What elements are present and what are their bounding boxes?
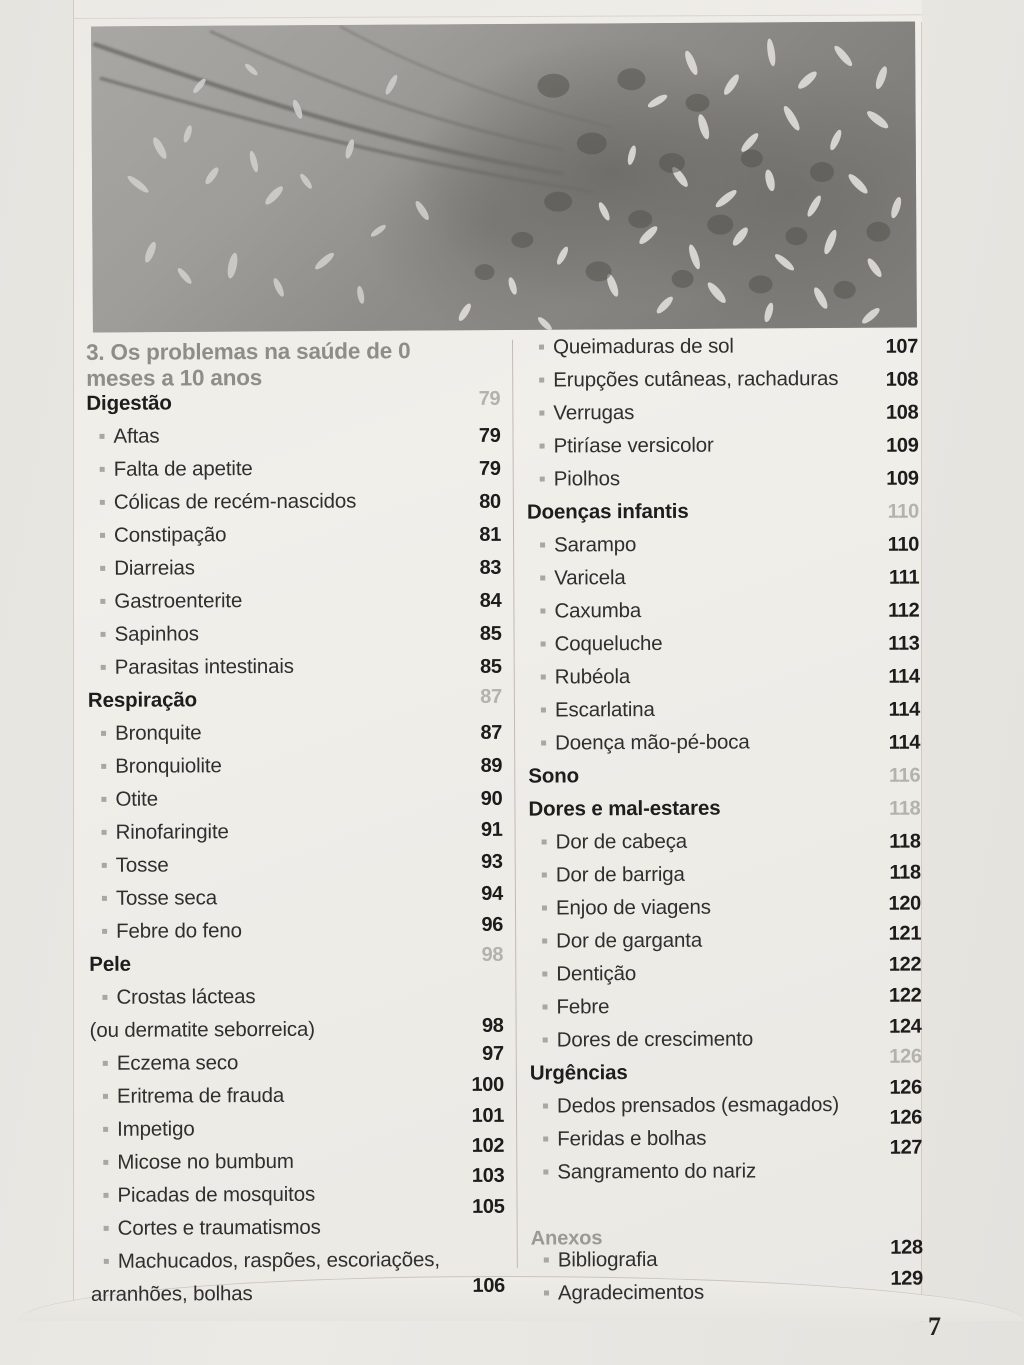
- bullet-icon: [542, 873, 547, 878]
- toc-page-number: 116: [888, 764, 921, 787]
- lavender-photo: [91, 21, 917, 332]
- toc-entry-label: Caxumba: [554, 599, 642, 623]
- anexos-title: Anexos: [530, 1227, 603, 1250]
- toc-entry-label: Feridas e bolhas: [557, 1126, 707, 1151]
- toc-entry-label: Eczema seco: [116, 1050, 239, 1075]
- toc-page-number: 110: [887, 533, 920, 556]
- toc-page-number: 79: [478, 457, 501, 480]
- toc-entry-label: Rinofaringite: [115, 819, 229, 844]
- toc-page-number: 107: [885, 335, 919, 358]
- toc-entry[interactable]: [88, 787, 508, 822]
- toc-section-label: Doenças infantis: [526, 499, 689, 524]
- toc-section-header[interactable]: [527, 501, 927, 536]
- bullet-icon: [101, 664, 106, 669]
- toc-entry-label: Tosse: [115, 853, 169, 877]
- toc-page-number: 100: [471, 1073, 504, 1096]
- toc-page-number: 83: [479, 556, 502, 579]
- toc-entry[interactable]: [528, 732, 928, 767]
- column-divider: [512, 340, 518, 1268]
- toc-entry[interactable]: [527, 468, 927, 503]
- toc-right-column: [526, 336, 931, 1317]
- toc-entry-label: Dores de crescimento: [556, 1027, 754, 1052]
- toc-entry-label: Parasitas intestinais: [114, 654, 294, 679]
- toc-entry-label: Queimaduras de sol: [552, 334, 734, 359]
- toc-entry-label: Febre do feno: [116, 918, 242, 943]
- toc-section-label: Digestão: [86, 391, 172, 415]
- toc-page-number: 120: [888, 892, 922, 915]
- bullet-icon: [100, 598, 105, 603]
- bullet-icon: [102, 862, 107, 867]
- toc-entry-label: Picadas de mosquitos: [117, 1182, 316, 1207]
- toc-page-number: 114: [888, 698, 921, 721]
- toc-section-label: Respiração: [87, 687, 197, 712]
- toc-section-label: Pele: [89, 952, 131, 976]
- bullet-icon: [101, 631, 106, 636]
- toc-entry-label: Varicela: [554, 566, 626, 590]
- bullet-icon: [102, 895, 107, 900]
- toc-page-number: 98: [481, 943, 504, 966]
- toc-page-number: 112: [887, 599, 920, 622]
- toc-entry-label: Sarampo: [554, 533, 637, 557]
- toc-entry-label: Micose no bumbum: [117, 1149, 294, 1174]
- toc-page-number: 118: [889, 861, 921, 884]
- bullet-icon: [540, 444, 545, 449]
- toc-page-number: 98: [481, 1014, 504, 1037]
- toc-page-number: 124: [889, 1015, 922, 1038]
- toc-entry-label: Sangramento do nariz: [557, 1159, 757, 1184]
- bullet-icon: [541, 741, 546, 746]
- toc-entry-label: Constipação: [113, 522, 227, 547]
- toc-page-number: 79: [478, 387, 501, 410]
- toc-page-number: 101: [471, 1104, 505, 1127]
- toc-page-number: 96: [481, 913, 504, 936]
- bullet-icon: [101, 796, 106, 801]
- toc-entry[interactable]: [526, 336, 926, 371]
- anexos-spacer: [530, 1194, 930, 1226]
- toc-entry-label: Verrugas: [553, 401, 635, 425]
- bullet-icon: [104, 1225, 109, 1230]
- page-folio: 7: [928, 1312, 941, 1341]
- toc-page-number: 122: [888, 953, 922, 976]
- bullet-icon: [539, 345, 544, 350]
- toc-entry[interactable]: [87, 490, 507, 525]
- toc-page-number: 85: [479, 622, 502, 645]
- toc-entry-label: Tosse seca: [115, 885, 218, 910]
- toc-entry-label: Cólicas de recém-nascidos: [113, 489, 357, 514]
- bullet-icon: [544, 1291, 549, 1296]
- bullet-icon: [103, 1093, 108, 1098]
- toc-section-label: Urgências: [529, 1061, 628, 1085]
- toc-entry-label: Agradecimentos: [557, 1280, 705, 1305]
- toc-right-entries: [526, 336, 930, 1196]
- bullet-icon: [101, 763, 106, 768]
- toc-entry[interactable]: [527, 534, 927, 569]
- toc-entry[interactable]: [528, 666, 928, 701]
- bullet-icon: [101, 730, 106, 735]
- toc-left-entries: [86, 387, 511, 1317]
- toc-entry-label: Otite: [115, 787, 159, 811]
- bullet-icon: [100, 466, 105, 471]
- toc-page-number: 118: [889, 797, 921, 820]
- toc-section-label: Dores e mal-estares: [528, 796, 721, 821]
- bullet-icon: [540, 576, 545, 581]
- bullet-icon: [103, 1060, 108, 1065]
- toc-entry[interactable]: [531, 1267, 931, 1317]
- toc-page-number: 126: [889, 1045, 922, 1068]
- toc-entry-label: Febre: [556, 995, 610, 1019]
- toc-entry-label: (ou dermatite seborreica): [89, 1017, 315, 1042]
- bullet-icon: [543, 1038, 548, 1043]
- toc-page-number: 79: [478, 424, 501, 447]
- toc-entry-label: Machucados, raspões, escoriações,: [117, 1247, 440, 1273]
- toc-page-number: 128: [890, 1236, 923, 1259]
- bullet-icon: [542, 906, 547, 911]
- toc-left-column: [86, 338, 511, 1318]
- toc-entry[interactable]: [91, 1195, 511, 1251]
- toc-entry-label: Diarreias: [114, 555, 195, 580]
- toc-page-number: 84: [479, 589, 502, 612]
- toc-page-number: 109: [886, 434, 919, 457]
- toc-entry[interactable]: [87, 622, 507, 657]
- bullet-icon: [102, 829, 107, 834]
- toc-entry-label: Dentição: [556, 962, 637, 986]
- toc-entry-label: Coqueluche: [554, 631, 663, 656]
- toc-page-number: 108: [885, 368, 919, 391]
- toc-page-number: 90: [480, 787, 503, 810]
- toc-entry-label: Bibliografia: [557, 1247, 658, 1272]
- toc-entry-label: Falta de apetite: [113, 456, 253, 481]
- toc-page-number: 93: [481, 850, 503, 873]
- toc-entry-label: Ptiríase versicolor: [553, 433, 714, 458]
- toc-entry[interactable]: [87, 589, 507, 624]
- toc-page-number: 102: [471, 1134, 505, 1157]
- toc-entry-label: Bronquiolite: [115, 753, 222, 778]
- toc-page-number: 127: [889, 1136, 923, 1159]
- toc-entry-label: Gastroenterite: [114, 588, 243, 613]
- bullet-icon: [541, 675, 546, 680]
- toc-page-number: 126: [889, 1076, 922, 1099]
- toc-page-number: 81: [479, 523, 502, 546]
- bullet-icon: [103, 1192, 108, 1197]
- toc-entry[interactable]: [87, 556, 507, 591]
- toc-entry-label: Crostas lácteas: [116, 984, 256, 1009]
- bullet-icon: [100, 532, 105, 537]
- bullet-icon: [542, 1005, 547, 1010]
- bullet-icon: [541, 708, 546, 713]
- toc-page-number: 113: [888, 632, 920, 655]
- toc-page-number: 87: [480, 721, 503, 744]
- bullet-icon: [103, 1159, 108, 1164]
- bullet-icon: [544, 1258, 549, 1263]
- toc-page-number: 118: [889, 830, 921, 853]
- toc-entry-label: Doença mão-pé-boca: [555, 730, 750, 755]
- bullet-icon: [540, 609, 545, 614]
- toc-page-number: 108: [885, 401, 919, 424]
- toc-entry-label: Aftas: [113, 424, 160, 448]
- toc-page-number: 89: [480, 754, 503, 777]
- toc-entry[interactable]: [526, 366, 926, 404]
- bullet-icon: [542, 840, 547, 845]
- bullet-icon: [104, 1258, 109, 1263]
- toc-entry-label: Enjoo de viagens: [555, 895, 711, 920]
- bullet-icon: [542, 972, 547, 977]
- toc-page-number: 106: [472, 1274, 506, 1297]
- toc-section-label: Sono: [528, 764, 579, 788]
- toc-entry[interactable]: [529, 831, 929, 866]
- bullet-icon: [543, 1104, 548, 1109]
- toc-page-number: 97: [482, 1042, 504, 1065]
- page-edge-left: [73, 0, 74, 1318]
- bullet-icon: [102, 994, 107, 999]
- toc-page-number: 111: [888, 566, 920, 589]
- bullet-icon: [99, 433, 104, 438]
- toc-page-number: 114: [888, 665, 920, 688]
- toc-page-number: 129: [890, 1267, 923, 1290]
- toc-entry-label: Escarlatina: [554, 697, 655, 722]
- toc-page-number: 85: [480, 655, 502, 678]
- toc-section-header[interactable]: [528, 765, 928, 800]
- bullet-icon: [540, 543, 545, 548]
- toc-entry-label: Impetigo: [117, 1117, 195, 1141]
- bullet-icon: [541, 642, 546, 647]
- toc-entry-label: Bronquite: [114, 720, 202, 745]
- toc-entry-continuation: [90, 1274, 511, 1317]
- toc-page-number: 114: [888, 731, 921, 754]
- chapter-title: 3. Os problemas na saúde de 0 meses a 10 anos: [85, 338, 411, 392]
- toc-entry[interactable]: [86, 424, 506, 459]
- toc-section-header[interactable]: [528, 798, 928, 833]
- bullet-icon: [100, 499, 105, 504]
- toc-entry[interactable]: [88, 721, 508, 756]
- bullet-icon: [103, 1126, 108, 1131]
- toc-entry-label: Sapinhos: [114, 621, 199, 646]
- toc-section-header[interactable]: [87, 685, 508, 723]
- toc-page-number: 87: [480, 685, 502, 708]
- toc-entry-label: Piolhos: [553, 467, 620, 491]
- bullet-icon: [542, 939, 547, 944]
- toc-section-header[interactable]: [86, 387, 506, 426]
- toc-entry[interactable]: [528, 633, 928, 668]
- toc-page-number: 103: [471, 1164, 505, 1187]
- toc-entry-label: Eritrema de frauda: [116, 1083, 285, 1108]
- bullet-icon: [543, 1170, 548, 1175]
- bullet-icon: [543, 1137, 548, 1142]
- toc-section-header[interactable]: [89, 943, 509, 987]
- toc-entry[interactable]: [527, 435, 927, 470]
- toc-page-number: 91: [480, 818, 503, 841]
- bullet-icon: [100, 565, 105, 570]
- toc-page-number: 105: [472, 1195, 505, 1218]
- toc-entry[interactable]: [88, 754, 508, 789]
- bullet-icon: [540, 477, 545, 482]
- toc-entry[interactable]: [527, 567, 927, 602]
- toc-page-number: 110: [887, 500, 919, 523]
- toc-entry-label: Dor de garganta: [556, 928, 703, 953]
- toc-page-number: 109: [886, 467, 919, 490]
- toc-entry[interactable]: [87, 523, 507, 558]
- toc-entry[interactable]: [87, 457, 507, 492]
- toc-page-number: 126: [889, 1106, 923, 1129]
- toc-entry-label: arranhões, bolhas: [90, 1281, 253, 1306]
- toc-page-number: 80: [479, 490, 501, 513]
- bullet-icon: [102, 928, 107, 933]
- toc-entry-label: Dor de cabeça: [555, 829, 688, 854]
- toc-entry-label: Dedos prensados (esmagados): [556, 1093, 840, 1118]
- toc-entry-label: Dor de barriga: [555, 862, 685, 887]
- table-of-contents: [74, 334, 927, 1306]
- bullet-icon: [539, 378, 544, 383]
- toc-entry-label: Erupções cutâneas, rachaduras: [553, 366, 839, 392]
- toc-entry-label: Cortes e traumatismos: [117, 1215, 321, 1240]
- toc-entry-label: Rubéola: [554, 665, 631, 689]
- toc-entry[interactable]: [526, 402, 926, 437]
- toc-page-number: 94: [481, 882, 503, 905]
- lavender-photo-graphic: [91, 21, 917, 332]
- toc-page-number: 121: [888, 922, 922, 945]
- bullet-icon: [539, 411, 544, 416]
- toc-entry[interactable]: [528, 699, 928, 734]
- toc-page-number: 122: [888, 984, 922, 1007]
- toc-entry[interactable]: [527, 600, 927, 635]
